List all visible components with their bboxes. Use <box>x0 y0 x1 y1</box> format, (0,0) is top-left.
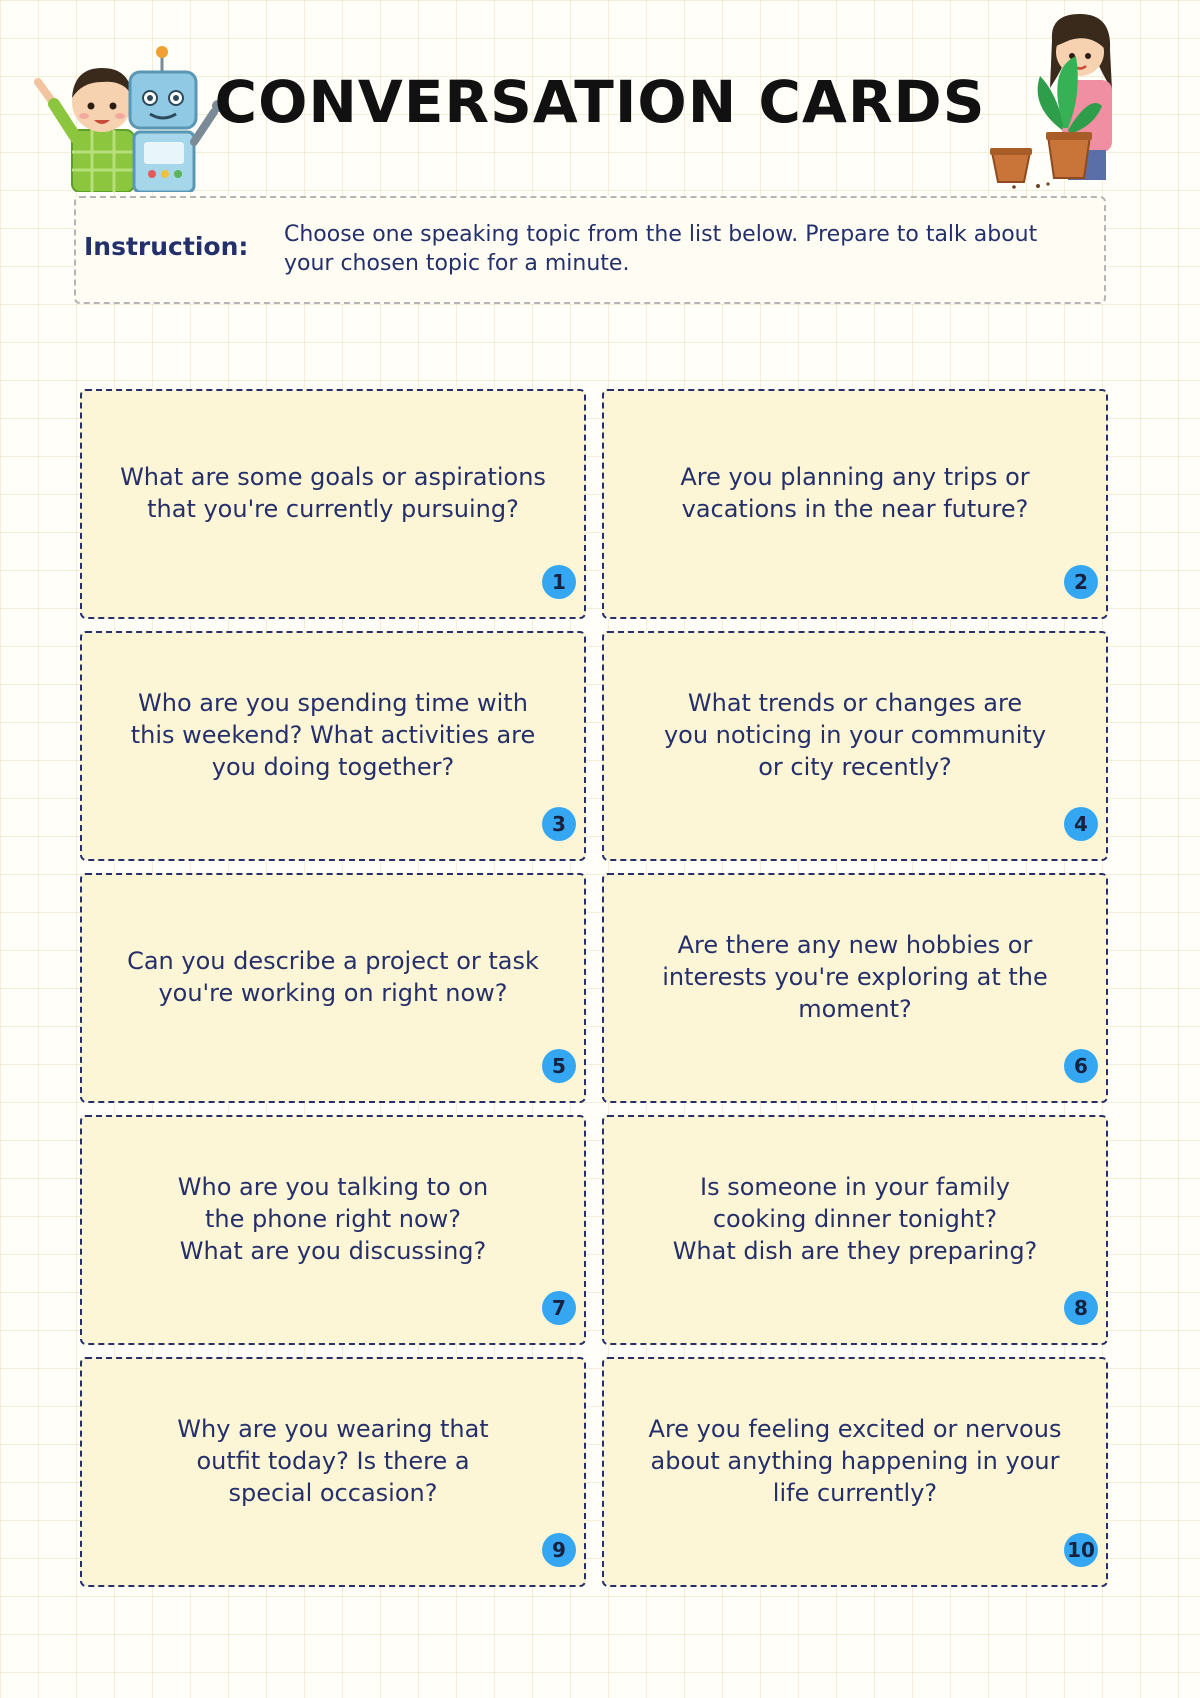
card-number-badge: 7 <box>542 1291 576 1325</box>
small-pot-figure <box>990 148 1050 189</box>
conversation-card-grid <box>80 389 1108 1587</box>
card-question: Can you describe a project or task you're working on right now? <box>127 947 539 1007</box>
conversation-card <box>80 389 586 619</box>
card-number-badge: 3 <box>542 807 576 841</box>
instruction-text: Choose one speaking topic from the list below. Prepare to talk about your chosen topic for a minute. <box>284 222 1038 276</box>
card-question: Are you planning any trips or vacations in the near future? <box>680 463 1030 523</box>
conversation-card <box>80 1115 586 1345</box>
card-number-badge: 1 <box>542 565 576 599</box>
card-number-badge: 4 <box>1064 807 1098 841</box>
card-question: What trends or changes are you noticing in your community or city recently? <box>663 689 1047 781</box>
card-question: What are some goals or aspirations that you're currently pursuing? <box>120 463 546 523</box>
card-question: Why are you wearing that outfit today? Is there a special occasion? <box>177 1415 489 1507</box>
conversation-card <box>80 873 586 1103</box>
card-number-badge: 6 <box>1064 1049 1098 1083</box>
conversation-card <box>602 1115 1108 1345</box>
card-number-badge: 5 <box>542 1049 576 1083</box>
card-question: Is someone in your family cooking dinner tonight? What dish are they preparing? <box>672 1173 1038 1265</box>
conversation-card <box>602 873 1108 1103</box>
conversation-card <box>602 1357 1108 1587</box>
conversation-card <box>602 389 1108 619</box>
instruction-box <box>74 196 1106 304</box>
card-question: Who are you spending time with this weekend? What activities are you doing together? <box>130 689 536 781</box>
conversation-card <box>80 631 586 861</box>
card-question: Who are you talking to on the phone right now? What are you discussing? <box>177 1173 489 1265</box>
card-question: Are there any new hobbies or interests you're exploring at the moment? <box>662 931 1048 1023</box>
card-number-badge: 9 <box>542 1533 576 1567</box>
instruction-label: Instruction: <box>84 232 249 261</box>
conversation-card <box>602 631 1108 861</box>
card-number-badge: 8 <box>1064 1291 1098 1325</box>
card-question: Are you feeling excited or nervous about anything happening in your life currently? <box>648 1415 1062 1507</box>
card-number-badge: 10 <box>1064 1533 1098 1567</box>
card-number-badge: 2 <box>1064 565 1098 599</box>
conversation-card <box>80 1357 586 1587</box>
page-title: CONVERSATION CARDS <box>214 68 986 136</box>
